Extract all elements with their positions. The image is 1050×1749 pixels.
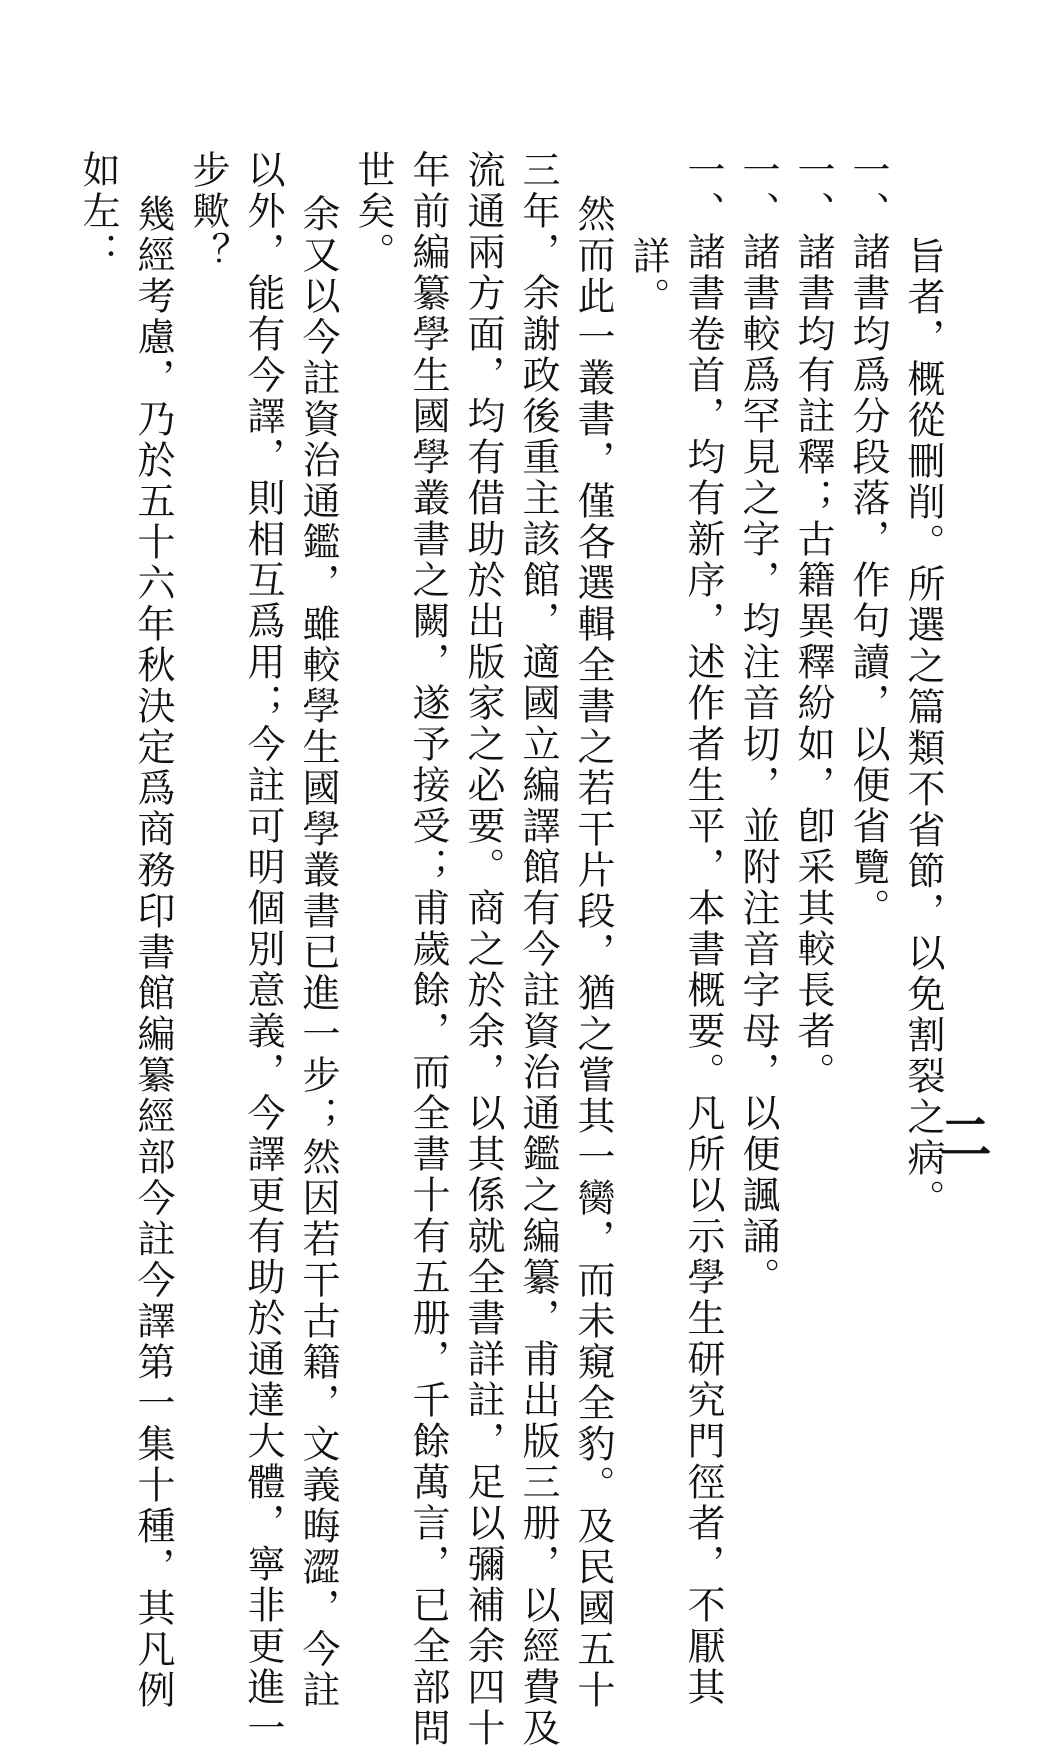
text-column: 旨者，概從刪削。所選之篇類不省節，以免割裂之病。 [901, 236, 945, 1220]
text-column: 年前編纂學生國學叢書之闕，遂予接受；甫歲餘，而全書十有五册，千餘萬言，已全部問 [406, 150, 450, 1749]
text-column: 詳。 [626, 236, 670, 318]
text-column: 以外，能有今譯，則相互爲用；今註可明個別意義，今譯更有助於通達大體，寧非更進一 [241, 150, 285, 1749]
text-column: 余又以今註資治通鑑，雖較學生國學叢書已進一步；然因若干古籍，文義晦澀，今註 [296, 194, 340, 1711]
text-column: 幾經考慮，乃於五十六年秋決定爲商務印書館編纂經部今註今譯第一集十種，其凡例 [131, 194, 175, 1711]
text-column: 一、諸書卷首，均有新序，述作者生平，本書概要。凡所以示學生研究門徑者，不厭其 [681, 150, 725, 1708]
text-column: 然而此一叢書，僅各選輯全書之若干片段，猶之嘗其一臠，而未窺全豹。及民國五十 [571, 194, 615, 1711]
text-column: 一、諸書均有註釋；古籍異釋紛如，卽采其較長者。 [791, 150, 835, 1093]
text-column: 一、諸書較爲罕見之字，均注音切，並附注音字母，以便諷誦。 [736, 150, 780, 1298]
text-column: 步歟？ [186, 150, 230, 273]
text-column: 世矣。 [351, 150, 395, 273]
text-column: 一、諸書均爲分段落，作句讀，以便省覽。 [846, 150, 890, 929]
text-column: 三年，余謝政後重主該館，適國立編譯館有今註資治通鑑之編纂，甫出版三册，以經費及 [516, 150, 560, 1749]
page-number: 二 [930, 1110, 991, 1162]
text-column: 流通兩方面，均有借助於出版家之必要。商之於余，以其係就全書詳註，足以彌補余四十 [461, 150, 505, 1749]
text-column: 如左： [76, 150, 120, 273]
body-text [70, 150, 950, 1749]
